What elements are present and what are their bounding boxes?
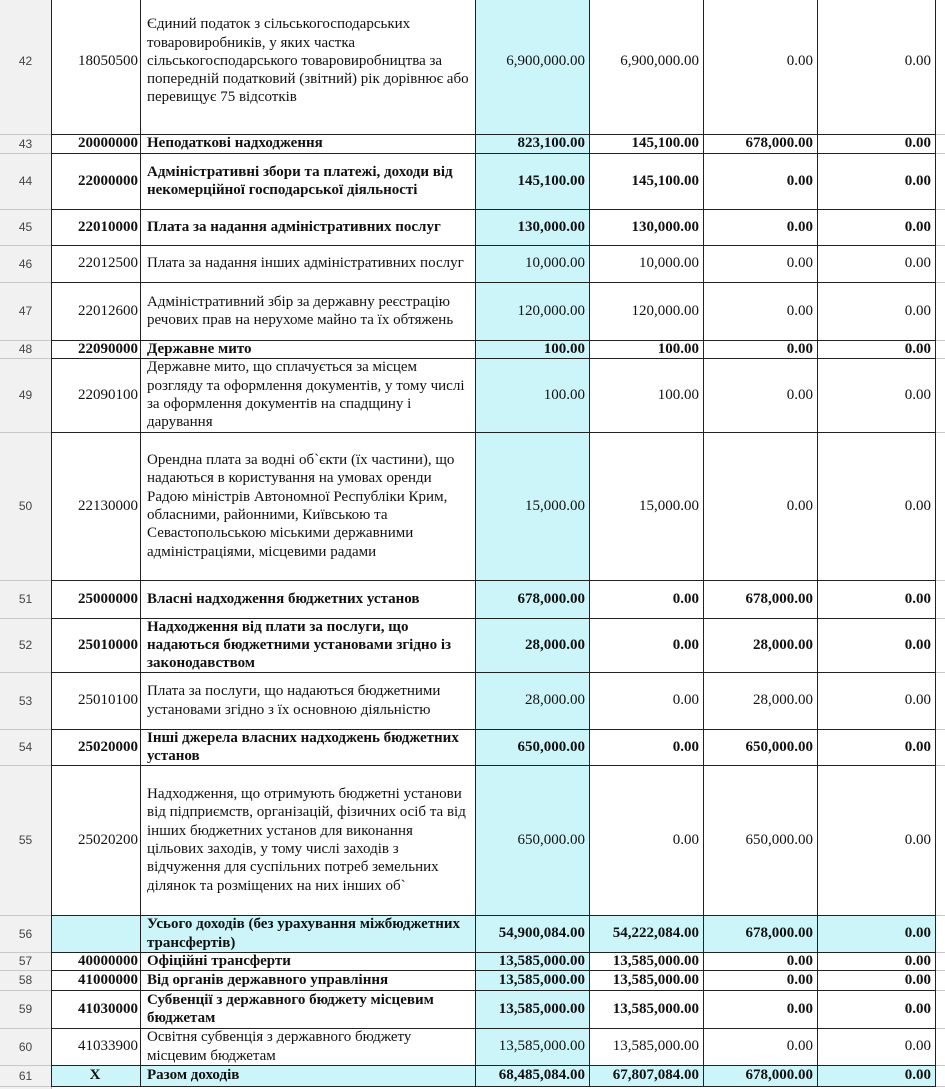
row-number[interactable]: 61 — [18, 1068, 33, 1083]
table-row — [0, 340, 945, 358]
table-row — [0, 618, 945, 672]
table-row — [0, 209, 945, 245]
cell-name-text: Адміністративні збори та платежі, доходи від некомерційної господарської діяльності — [147, 163, 453, 198]
cell-special-fund[interactable]: 678,000.00 — [704, 1065, 818, 1086]
row-number[interactable]: 45 — [18, 220, 33, 234]
cell-special-fund[interactable]: 0.00 — [704, 245, 818, 282]
table-row — [0, 245, 945, 282]
cell-general-fund[interactable]: 130,000.00 — [590, 209, 704, 245]
cell-special-fund[interactable]: 678,000.00 — [704, 915, 818, 952]
cell-general-fund[interactable]: 13,585,000.00 — [590, 990, 704, 1028]
cell-development-budget[interactable]: 0.00 — [818, 432, 936, 580]
cell-name[interactable] — [141, 672, 476, 729]
cell-name[interactable] — [141, 153, 476, 209]
row-border — [51, 618, 936, 619]
cell-general-fund[interactable]: 145,100.00 — [590, 134, 704, 153]
cell-name-text: Плата за послуги, що надаються бюджетними установами згідно з їх основною діяльністю — [147, 683, 441, 718]
row-border — [51, 970, 936, 971]
cell-code[interactable]: 22012600 — [51, 282, 141, 340]
cell-name-text: Орендна плата за водні об`єкти (їх частини), що надаються в користування на умовах оренди Радою міністрів Автономної Республіки Крим, обласними, районними, Київською та Севастопольською міськими державними адміністраціями, місцевими радами — [147, 452, 455, 560]
cell-code[interactable]: 41030000 — [51, 990, 141, 1028]
cell-name[interactable] — [141, 765, 476, 915]
cell-name-text: Надходження, що отримують бюджетні установи від підприємств, організацій, фізичних осіб та від інших бюджетних установ для виконання цільових заходів, у тому числі заходів з відчуження для суспільних потреб земельних ділянок та розміщених на них інших об` — [147, 786, 466, 894]
row-number[interactable]: 46 — [18, 256, 33, 271]
cell-name-text: Разом доходів — [147, 1067, 240, 1084]
cell-code[interactable]: 22090100 — [51, 358, 141, 432]
cell-general-fund[interactable]: 120,000.00 — [590, 282, 704, 340]
row-number[interactable]: 59 — [18, 1002, 33, 1016]
row-border — [51, 358, 936, 359]
cell-development-budget[interactable]: 0.00 — [818, 765, 936, 915]
cell-name[interactable] — [141, 1065, 476, 1086]
cell-name[interactable] — [141, 952, 476, 970]
cell-special-fund[interactable]: 28,000.00 — [704, 618, 818, 672]
row-border — [51, 952, 936, 953]
table-row — [0, 580, 945, 618]
cell-development-budget[interactable]: 0.00 — [818, 952, 936, 970]
cell-development-budget[interactable]: 0.00 — [818, 672, 936, 729]
table-row — [0, 1028, 945, 1065]
table-row — [0, 990, 945, 1028]
table-row — [0, 672, 945, 729]
cell-name-text: Плата за надання інших адміністративних послуг — [147, 255, 464, 272]
table-row — [0, 1065, 945, 1086]
cell-special-fund[interactable]: 0.00 — [704, 970, 818, 990]
row-border — [51, 580, 936, 581]
cell-code[interactable]: 41000000 — [51, 970, 141, 990]
cell-name[interactable] — [141, 358, 476, 432]
cell-name[interactable] — [141, 245, 476, 282]
cell-special-fund[interactable]: 650,000.00 — [704, 765, 818, 915]
cell-code[interactable]: 41033900 — [51, 1028, 141, 1065]
cell-name-text: Освітня субвенція з державного бюджету місцевим бюджетам — [147, 1029, 412, 1064]
row-border — [51, 990, 936, 991]
row-border — [51, 672, 936, 673]
row-number[interactable]: 53 — [18, 693, 33, 708]
cell-general-fund[interactable]: 0.00 — [590, 729, 704, 765]
cell-total-plan[interactable]: 130,000.00 — [476, 209, 590, 245]
cell-name-text: Державне мито, що сплачується за місцем розгляду та оформлення документів, у тому числі за оформлення документів на спадщину і дарування — [147, 359, 465, 431]
cell-name-text: Від органів державного управління — [147, 971, 389, 988]
cell-name[interactable] — [141, 209, 476, 245]
table-row — [0, 970, 945, 990]
row-border — [51, 209, 936, 210]
cell-code[interactable]: 25020000 — [51, 729, 141, 765]
cell-name[interactable] — [141, 282, 476, 340]
row-number[interactable]: 55 — [18, 833, 33, 847]
row-border — [51, 1028, 936, 1029]
cell-code[interactable]: 20000000 — [51, 134, 141, 153]
cell-development-budget[interactable]: 0.00 — [818, 340, 936, 358]
cell-total-plan[interactable]: 13,585,000.00 — [476, 990, 590, 1028]
cell-development-budget[interactable]: 0.00 — [818, 970, 936, 990]
cell-name[interactable] — [141, 990, 476, 1028]
cell-special-fund[interactable]: 678,000.00 — [704, 580, 818, 618]
table-row — [0, 282, 945, 340]
row-border — [51, 153, 936, 154]
cell-total-plan[interactable]: 13,585,000.00 — [476, 1028, 590, 1065]
cell-code[interactable]: 22090000 — [51, 340, 141, 358]
row-number[interactable]: 58 — [18, 973, 33, 987]
row-border — [51, 432, 936, 433]
cell-total-plan[interactable]: 145,100.00 — [476, 153, 590, 209]
cell-code[interactable]: 18050500 — [51, 0, 141, 134]
cell-special-fund[interactable]: 0.00 — [704, 282, 818, 340]
cell-development-budget[interactable]: 0.00 — [818, 209, 936, 245]
cell-total-plan[interactable]: 100.00 — [476, 358, 590, 432]
cell-code[interactable]: 22012500 — [51, 245, 141, 282]
cell-total-plan[interactable]: 54,900,084.00 — [476, 915, 590, 952]
cell-special-fund[interactable]: 0.00 — [704, 358, 818, 432]
cell-total-plan[interactable]: 650,000.00 — [476, 765, 590, 915]
row-number[interactable]: 47 — [18, 304, 33, 318]
cell-code[interactable]: 25010000 — [51, 618, 141, 672]
row-number[interactable]: 48 — [18, 342, 33, 356]
cell-special-fund[interactable]: 0.00 — [704, 0, 818, 134]
cell-general-fund[interactable]: 67,807,084.00 — [590, 1065, 704, 1086]
cell-general-fund[interactable]: 13,585,000.00 — [590, 1028, 704, 1065]
cell-general-fund[interactable]: 15,000.00 — [590, 432, 704, 580]
cell-special-fund[interactable]: 0.00 — [704, 952, 818, 970]
row-border — [51, 134, 936, 135]
cell-name[interactable] — [141, 580, 476, 618]
cell-general-fund[interactable]: 6,900,000.00 — [590, 0, 704, 134]
table-row — [0, 134, 945, 153]
row-border — [51, 1065, 936, 1066]
cell-total-plan[interactable]: 6,900,000.00 — [476, 0, 590, 134]
row-number[interactable]: 51 — [18, 592, 33, 606]
cell-code[interactable]: 25000000 — [51, 580, 141, 618]
row-number[interactable]: 60 — [18, 1039, 33, 1054]
table-row — [0, 915, 945, 952]
cell-name[interactable] — [141, 915, 476, 952]
cell-code[interactable]: 22000000 — [51, 153, 141, 209]
cell-development-budget[interactable]: 0.00 — [818, 580, 936, 618]
cell-name-text: Єдиний податок з сільськогосподарських товаровиробників, у яких частка сільськогосподарського товаровиробництва за попередній податковий (звітний) рік дорівнює або перевищує 75 відсотків — [147, 16, 469, 106]
cell-total-plan[interactable]: 10,000.00 — [476, 245, 590, 282]
cell-total-plan[interactable]: 28,000.00 — [476, 618, 590, 672]
cell-total-plan[interactable]: 13,585,000.00 — [476, 952, 590, 970]
cell-general-fund[interactable]: 0.00 — [590, 672, 704, 729]
cell-code[interactable]: 25010100 — [51, 672, 141, 729]
row-number[interactable]: 50 — [18, 499, 33, 513]
cell-name-text: Державне мито — [147, 340, 252, 357]
cell-name[interactable] — [141, 0, 476, 134]
cell-code[interactable]: 40000000 — [51, 952, 141, 970]
row-number[interactable]: 54 — [18, 740, 33, 754]
row-number[interactable]: 44 — [18, 174, 33, 188]
cell-total-plan[interactable]: 678,000.00 — [476, 580, 590, 618]
cell-total-plan[interactable]: 15,000.00 — [476, 432, 590, 580]
cell-total-plan[interactable]: 13,585,000.00 — [476, 970, 590, 990]
cell-name-text: Надходження від плати за послуги, що надаються бюджетними установами згідно із законодавством — [147, 618, 452, 672]
cell-development-budget[interactable]: 0.00 — [818, 245, 936, 282]
cell-general-fund[interactable]: 100.00 — [590, 340, 704, 358]
cell-special-fund[interactable]: 0.00 — [704, 153, 818, 209]
cell-name[interactable] — [141, 432, 476, 580]
cell-name-text: Усього доходів (без урахування міжбюджетних трансфертів) — [147, 916, 460, 951]
cell-development-budget[interactable]: 0.00 — [818, 134, 936, 153]
cell-general-fund[interactable]: 100.00 — [590, 358, 704, 432]
row-number[interactable]: 57 — [18, 954, 33, 968]
cell-code[interactable]: 22010000 — [51, 209, 141, 245]
cell-development-budget[interactable]: 0.00 — [818, 282, 936, 340]
cell-total-plan[interactable]: 823,100.00 — [476, 134, 590, 153]
cell-development-budget[interactable]: 0.00 — [818, 729, 936, 765]
table-row — [0, 952, 945, 970]
cell-code[interactable]: 22130000 — [51, 432, 141, 580]
cell-development-budget[interactable]: 0.00 — [818, 0, 936, 134]
cell-total-plan[interactable]: 28,000.00 — [476, 672, 590, 729]
cell-special-fund[interactable]: 0.00 — [704, 209, 818, 245]
table-row — [0, 0, 945, 134]
table-row — [0, 432, 945, 580]
cell-general-fund[interactable]: 0.00 — [590, 580, 704, 618]
row-border — [51, 1086, 936, 1087]
cell-name-text: Неподаткові надходження — [147, 135, 323, 152]
cell-development-budget[interactable]: 0.00 — [818, 153, 936, 209]
cell-general-fund[interactable]: 0.00 — [590, 765, 704, 915]
cell-name-text: Плата за надання адміністративних послуг — [147, 218, 441, 235]
cell-special-fund[interactable]: 0.00 — [704, 990, 818, 1028]
table-row — [0, 358, 945, 432]
row-border — [51, 729, 936, 730]
cell-total-plan[interactable]: 120,000.00 — [476, 282, 590, 340]
cell-general-fund[interactable]: 145,100.00 — [590, 153, 704, 209]
row-number[interactable]: 42 — [18, 54, 33, 68]
cell-name-text: Інші джерела власних надходжень бюджетних установ — [147, 729, 459, 764]
cell-general-fund[interactable]: 13,585,000.00 — [590, 970, 704, 990]
table-row — [0, 765, 945, 915]
cell-total-plan[interactable]: 650,000.00 — [476, 729, 590, 765]
cell-name[interactable] — [141, 729, 476, 765]
cell-name[interactable] — [141, 970, 476, 990]
row-border — [51, 282, 936, 283]
cell-general-fund[interactable]: 13,585,000.00 — [590, 952, 704, 970]
cell-code[interactable]: 25020200 — [51, 765, 141, 915]
cell-development-budget[interactable]: 0.00 — [818, 358, 936, 432]
cell-special-fund[interactable]: 0.00 — [704, 1028, 818, 1065]
cell-code[interactable] — [51, 915, 141, 952]
cell-name-text: Адміністративний збір за державну реєстрацію речових прав на нерухоме майно та їх обтяжень — [147, 293, 454, 328]
cell-name[interactable] — [141, 340, 476, 358]
row-border — [51, 765, 936, 766]
row-border — [51, 915, 936, 916]
cell-general-fund[interactable]: 10,000.00 — [590, 245, 704, 282]
cell-development-budget[interactable]: 0.00 — [818, 1065, 936, 1086]
cell-name-text: Власні надходження бюджетних установ — [147, 590, 420, 607]
cell-total-plan[interactable]: 68,485,084.00 — [476, 1065, 590, 1086]
table-row — [0, 153, 945, 209]
table-row — [0, 729, 945, 765]
cell-total-plan[interactable]: 100.00 — [476, 340, 590, 358]
cell-name[interactable] — [141, 134, 476, 153]
cell-code[interactable]: X — [51, 1065, 141, 1086]
cell-name[interactable] — [141, 1028, 476, 1065]
cell-special-fund[interactable]: 650,000.00 — [704, 729, 818, 765]
row-number[interactable]: 56 — [18, 926, 33, 941]
cell-special-fund[interactable]: 0.00 — [704, 340, 818, 358]
cell-development-budget[interactable]: 0.00 — [818, 915, 936, 952]
row-number[interactable]: 43 — [18, 136, 33, 151]
cell-special-fund[interactable]: 0.00 — [704, 432, 818, 580]
cell-development-budget[interactable]: 0.00 — [818, 990, 936, 1028]
cell-development-budget[interactable]: 0.00 — [818, 1028, 936, 1065]
cell-general-fund[interactable]: 54,222,084.00 — [590, 915, 704, 952]
cell-special-fund[interactable]: 678,000.00 — [704, 134, 818, 153]
row-border — [51, 340, 936, 341]
row-number[interactable]: 49 — [18, 388, 33, 402]
row-border — [51, 245, 936, 246]
cell-general-fund[interactable]: 0.00 — [590, 618, 704, 672]
cell-special-fund[interactable]: 28,000.00 — [704, 672, 818, 729]
cell-name-text: Офіційні трансферти — [147, 952, 291, 969]
cell-name-text: Субвенції з державного бюджету місцевим бюджетам — [147, 991, 434, 1026]
cell-development-budget[interactable]: 0.00 — [818, 618, 936, 672]
row-number[interactable]: 52 — [18, 638, 33, 652]
cell-name[interactable] — [141, 618, 476, 672]
